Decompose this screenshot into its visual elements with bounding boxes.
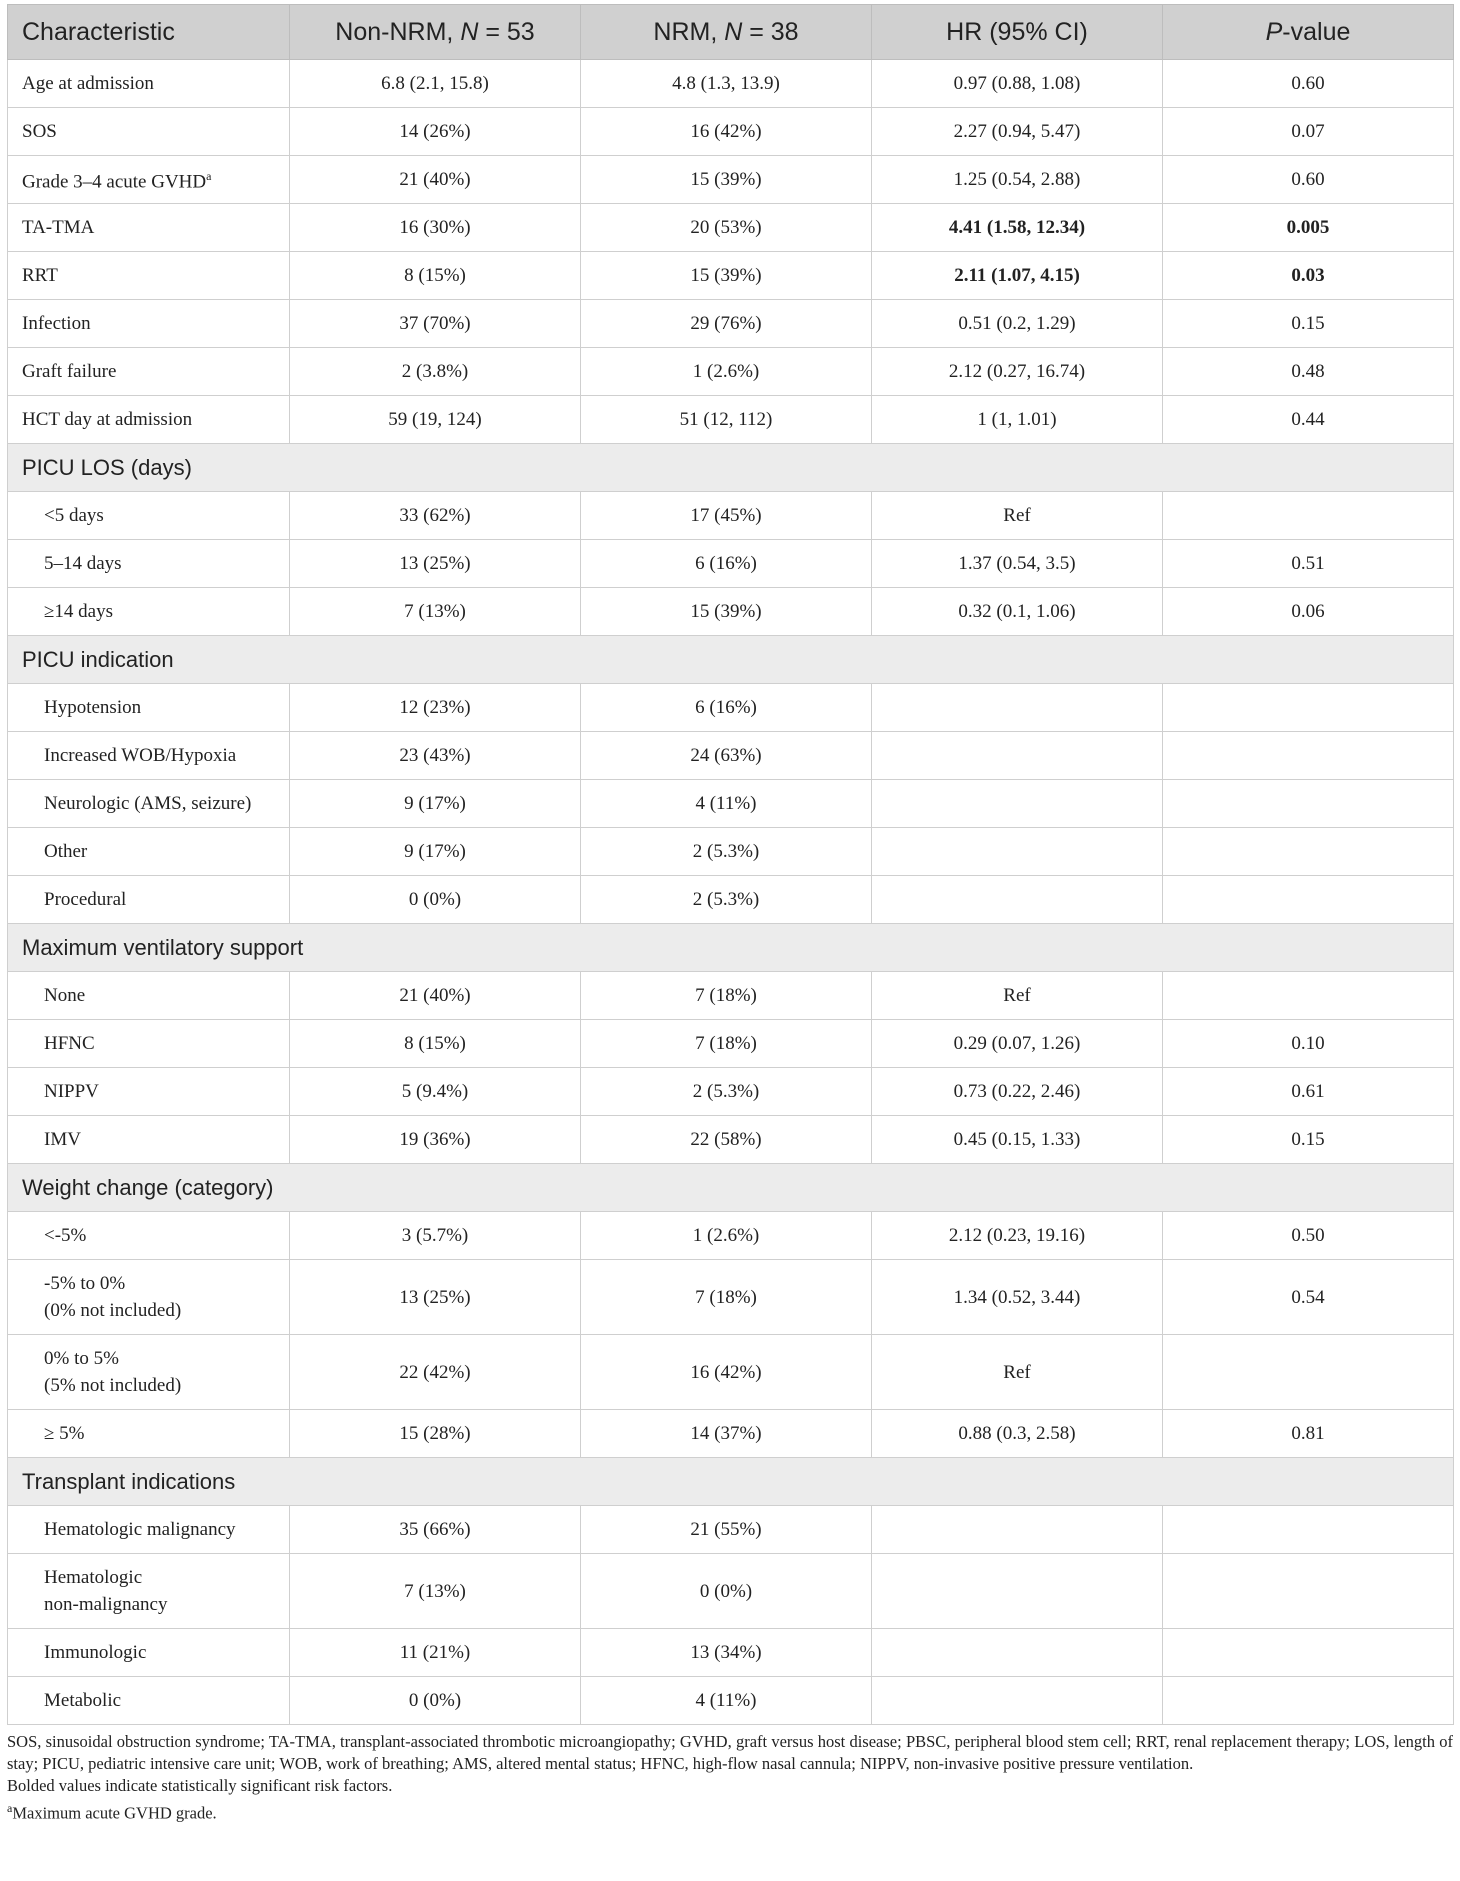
cell-p-value: 0.44 bbox=[1163, 396, 1454, 444]
cell-p-value: 0.15 bbox=[1163, 300, 1454, 348]
table-row bbox=[8, 588, 1454, 636]
cell-non-nrm: 13 (25%) bbox=[290, 1260, 581, 1335]
row-label: Hematologic non-malignancy bbox=[8, 1554, 290, 1629]
cell-hr bbox=[872, 780, 1163, 828]
row-label: RRT bbox=[8, 252, 290, 300]
table-row bbox=[8, 828, 1454, 876]
row-label: Neurologic (AMS, seizure) bbox=[8, 780, 290, 828]
row-label: TA-TMA bbox=[8, 204, 290, 252]
cell-p-value: 0.005 bbox=[1163, 204, 1454, 252]
footnotes bbox=[7, 1731, 1453, 1825]
table-row bbox=[8, 348, 1454, 396]
row-label: Graft failure bbox=[8, 348, 290, 396]
table-row bbox=[8, 1629, 1454, 1677]
cell-p-value bbox=[1163, 1629, 1454, 1677]
table-body bbox=[8, 60, 1454, 1725]
cell-hr: 0.32 (0.1, 1.06) bbox=[872, 588, 1163, 636]
cell-nrm: 20 (53%) bbox=[581, 204, 872, 252]
row-label: None bbox=[8, 972, 290, 1020]
row-label: <-5% bbox=[8, 1212, 290, 1260]
table-row bbox=[8, 1335, 1454, 1410]
cell-hr: 1 (1, 1.01) bbox=[872, 396, 1163, 444]
section-heading: Transplant indications bbox=[8, 1458, 1454, 1506]
table-row bbox=[8, 1116, 1454, 1164]
cell-hr: 0.73 (0.22, 2.46) bbox=[872, 1068, 1163, 1116]
cell-non-nrm: 23 (43%) bbox=[290, 732, 581, 780]
cell-p-value: 0.54 bbox=[1163, 1260, 1454, 1335]
section-heading: Weight change (category) bbox=[8, 1164, 1454, 1212]
cell-hr: 1.37 (0.54, 3.5) bbox=[872, 540, 1163, 588]
row-label: Age at admission bbox=[8, 60, 290, 108]
cell-nrm: 15 (39%) bbox=[581, 588, 872, 636]
cell-nrm: 7 (18%) bbox=[581, 1020, 872, 1068]
cell-p-value: 0.60 bbox=[1163, 60, 1454, 108]
cell-non-nrm: 11 (21%) bbox=[290, 1629, 581, 1677]
header-hr: HR (95% CI) bbox=[872, 5, 1163, 60]
cell-nrm: 16 (42%) bbox=[581, 1335, 872, 1410]
cell-p-value bbox=[1163, 972, 1454, 1020]
row-label: Increased WOB/Hypoxia bbox=[8, 732, 290, 780]
cell-hr: 2.11 (1.07, 4.15) bbox=[872, 252, 1163, 300]
table-row bbox=[8, 972, 1454, 1020]
cell-non-nrm: 5 (9.4%) bbox=[290, 1068, 581, 1116]
table-row bbox=[8, 1260, 1454, 1335]
cell-hr bbox=[872, 876, 1163, 924]
table-row bbox=[8, 1020, 1454, 1068]
row-label: HFNC bbox=[8, 1020, 290, 1068]
row-label: IMV bbox=[8, 1116, 290, 1164]
section-row bbox=[8, 924, 1454, 972]
header-row bbox=[8, 5, 1454, 60]
cell-nrm: 14 (37%) bbox=[581, 1410, 872, 1458]
header-nrm: NRM, N = 38 bbox=[581, 5, 872, 60]
cell-p-value bbox=[1163, 1554, 1454, 1629]
cell-nrm: 22 (58%) bbox=[581, 1116, 872, 1164]
cell-p-value bbox=[1163, 828, 1454, 876]
table-row bbox=[8, 1068, 1454, 1116]
section-row bbox=[8, 1458, 1454, 1506]
cell-non-nrm: 0 (0%) bbox=[290, 1677, 581, 1725]
cell-p-value bbox=[1163, 684, 1454, 732]
cell-nrm: 4 (11%) bbox=[581, 780, 872, 828]
cell-nrm: 2 (5.3%) bbox=[581, 876, 872, 924]
cell-non-nrm: 16 (30%) bbox=[290, 204, 581, 252]
cell-nrm: 1 (2.6%) bbox=[581, 348, 872, 396]
abbreviations-note: SOS, sinusoidal obstruction syndrome; TA-TMA, transplant-associated thrombotic microangiopathy; GVHD, graft versus host disease; PBSC, peripheral blood stem cell; RRT, renal replacement therapy; LOS, length of stay; PICU, pediatric intensive care unit; WOB, work of breathing; AMS, altered mental status; HFNC, high-flow nasal cannula; NIPPV, non-invasive positive pressure ventilation. bbox=[7, 1732, 1453, 1773]
cell-hr: 2.27 (0.94, 5.47) bbox=[872, 108, 1163, 156]
row-label: Other bbox=[8, 828, 290, 876]
cell-non-nrm: 12 (23%) bbox=[290, 684, 581, 732]
row-label: SOS bbox=[8, 108, 290, 156]
cell-non-nrm: 0 (0%) bbox=[290, 876, 581, 924]
table-container bbox=[7, 4, 1453, 1825]
cell-p-value: 0.50 bbox=[1163, 1212, 1454, 1260]
row-label: Procedural bbox=[8, 876, 290, 924]
cell-non-nrm: 2 (3.8%) bbox=[290, 348, 581, 396]
cell-nrm: 21 (55%) bbox=[581, 1506, 872, 1554]
cell-non-nrm: 6.8 (2.1, 15.8) bbox=[290, 60, 581, 108]
header-p-value: P-value bbox=[1163, 5, 1454, 60]
table-row bbox=[8, 1506, 1454, 1554]
cell-p-value bbox=[1163, 1506, 1454, 1554]
row-label: Metabolic bbox=[8, 1677, 290, 1725]
cell-nrm: 15 (39%) bbox=[581, 156, 872, 204]
header-characteristic: Characteristic bbox=[8, 5, 290, 60]
cell-hr: 1.34 (0.52, 3.44) bbox=[872, 1260, 1163, 1335]
cell-non-nrm: 7 (13%) bbox=[290, 588, 581, 636]
row-label: -5% to 0% (0% not included) bbox=[8, 1260, 290, 1335]
table-row bbox=[8, 540, 1454, 588]
table-row bbox=[8, 1554, 1454, 1629]
cell-non-nrm: 21 (40%) bbox=[290, 156, 581, 204]
cell-nrm: 51 (12, 112) bbox=[581, 396, 872, 444]
cell-non-nrm: 7 (13%) bbox=[290, 1554, 581, 1629]
cell-non-nrm: 35 (66%) bbox=[290, 1506, 581, 1554]
cell-p-value: 0.61 bbox=[1163, 1068, 1454, 1116]
cell-p-value: 0.60 bbox=[1163, 156, 1454, 204]
table-row bbox=[8, 1212, 1454, 1260]
cell-hr bbox=[872, 1554, 1163, 1629]
cell-non-nrm: 3 (5.7%) bbox=[290, 1212, 581, 1260]
cell-p-value bbox=[1163, 780, 1454, 828]
row-label: <5 days bbox=[8, 492, 290, 540]
cell-non-nrm: 59 (19, 124) bbox=[290, 396, 581, 444]
bold-note: Bolded values indicate statistically significant risk factors. bbox=[7, 1776, 393, 1795]
cell-hr: Ref bbox=[872, 492, 1163, 540]
cell-nrm: 24 (63%) bbox=[581, 732, 872, 780]
cell-hr: 0.97 (0.88, 1.08) bbox=[872, 60, 1163, 108]
cell-hr: 1.25 (0.54, 2.88) bbox=[872, 156, 1163, 204]
cell-nrm: 0 (0%) bbox=[581, 1554, 872, 1629]
cell-p-value: 0.15 bbox=[1163, 1116, 1454, 1164]
cell-hr bbox=[872, 1677, 1163, 1725]
table-row bbox=[8, 204, 1454, 252]
table-row bbox=[8, 492, 1454, 540]
row-label: HCT day at admission bbox=[8, 396, 290, 444]
cell-nrm: 2 (5.3%) bbox=[581, 1068, 872, 1116]
cell-hr bbox=[872, 1629, 1163, 1677]
row-label: ≥ 5% bbox=[8, 1410, 290, 1458]
section-heading: Maximum ventilatory support bbox=[8, 924, 1454, 972]
cell-nrm: 13 (34%) bbox=[581, 1629, 872, 1677]
cell-p-value bbox=[1163, 1335, 1454, 1410]
header-non-nrm: Non-NRM, N = 53 bbox=[290, 5, 581, 60]
cell-nrm: 29 (76%) bbox=[581, 300, 872, 348]
cell-hr bbox=[872, 1506, 1163, 1554]
table-row bbox=[8, 1677, 1454, 1725]
cell-hr: 0.29 (0.07, 1.26) bbox=[872, 1020, 1163, 1068]
results-table bbox=[7, 4, 1454, 1725]
row-label: NIPPV bbox=[8, 1068, 290, 1116]
cell-p-value: 0.81 bbox=[1163, 1410, 1454, 1458]
cell-non-nrm: 33 (62%) bbox=[290, 492, 581, 540]
cell-hr: 4.41 (1.58, 12.34) bbox=[872, 204, 1163, 252]
row-label: ≥14 days bbox=[8, 588, 290, 636]
row-label: Grade 3–4 acute GVHD$^a$ bbox=[8, 156, 290, 204]
cell-hr: 2.12 (0.23, 19.16) bbox=[872, 1212, 1163, 1260]
cell-hr bbox=[872, 732, 1163, 780]
cell-hr: 2.12 (0.27, 16.74) bbox=[872, 348, 1163, 396]
cell-non-nrm: 8 (15%) bbox=[290, 1020, 581, 1068]
cell-non-nrm: 19 (36%) bbox=[290, 1116, 581, 1164]
cell-p-value: 0.51 bbox=[1163, 540, 1454, 588]
section-row bbox=[8, 444, 1454, 492]
row-label: Immunologic bbox=[8, 1629, 290, 1677]
row-label: 5–14 days bbox=[8, 540, 290, 588]
cell-non-nrm: 14 (26%) bbox=[290, 108, 581, 156]
cell-non-nrm: 13 (25%) bbox=[290, 540, 581, 588]
section-row bbox=[8, 636, 1454, 684]
section-heading: PICU LOS (days) bbox=[8, 444, 1454, 492]
cell-non-nrm: 15 (28%) bbox=[290, 1410, 581, 1458]
cell-hr bbox=[872, 828, 1163, 876]
cell-non-nrm: 8 (15%) bbox=[290, 252, 581, 300]
cell-hr: 0.45 (0.15, 1.33) bbox=[872, 1116, 1163, 1164]
table-row bbox=[8, 60, 1454, 108]
cell-nrm: 2 (5.3%) bbox=[581, 828, 872, 876]
table-row bbox=[8, 732, 1454, 780]
cell-p-value bbox=[1163, 876, 1454, 924]
table-row bbox=[8, 396, 1454, 444]
cell-p-value: 0.48 bbox=[1163, 348, 1454, 396]
section-row bbox=[8, 1164, 1454, 1212]
cell-nrm: 7 (18%) bbox=[581, 1260, 872, 1335]
section-heading: PICU indication bbox=[8, 636, 1454, 684]
cell-p-value: 0.06 bbox=[1163, 588, 1454, 636]
cell-hr bbox=[872, 684, 1163, 732]
table-row bbox=[8, 684, 1454, 732]
cell-nrm: 1 (2.6%) bbox=[581, 1212, 872, 1260]
cell-hr: 0.88 (0.3, 2.58) bbox=[872, 1410, 1163, 1458]
cell-p-value: 0.07 bbox=[1163, 108, 1454, 156]
cell-nrm: 7 (18%) bbox=[581, 972, 872, 1020]
cell-nrm: 6 (16%) bbox=[581, 684, 872, 732]
table-row bbox=[8, 1410, 1454, 1458]
table-row bbox=[8, 156, 1454, 204]
cell-nrm: 6 (16%) bbox=[581, 540, 872, 588]
cell-p-value bbox=[1163, 1677, 1454, 1725]
cell-p-value: 0.10 bbox=[1163, 1020, 1454, 1068]
row-label: 0% to 5% (5% not included) bbox=[8, 1335, 290, 1410]
cell-p-value: 0.03 bbox=[1163, 252, 1454, 300]
cell-nrm: 17 (45%) bbox=[581, 492, 872, 540]
cell-p-value bbox=[1163, 492, 1454, 540]
cell-non-nrm: 37 (70%) bbox=[290, 300, 581, 348]
cell-non-nrm: 9 (17%) bbox=[290, 828, 581, 876]
cell-nrm: 16 (42%) bbox=[581, 108, 872, 156]
cell-non-nrm: 9 (17%) bbox=[290, 780, 581, 828]
cell-hr: 0.51 (0.2, 1.29) bbox=[872, 300, 1163, 348]
cell-p-value bbox=[1163, 732, 1454, 780]
cell-hr: Ref bbox=[872, 972, 1163, 1020]
table-row bbox=[8, 300, 1454, 348]
cell-hr: Ref bbox=[872, 1335, 1163, 1410]
table-row bbox=[8, 876, 1454, 924]
cell-nrm: 4.8 (1.3, 13.9) bbox=[581, 60, 872, 108]
table-row bbox=[8, 252, 1454, 300]
table-row bbox=[8, 780, 1454, 828]
table-row bbox=[8, 108, 1454, 156]
row-label: Hypotension bbox=[8, 684, 290, 732]
cell-non-nrm: 21 (40%) bbox=[290, 972, 581, 1020]
cell-non-nrm: 22 (42%) bbox=[290, 1335, 581, 1410]
cell-nrm: 15 (39%) bbox=[581, 252, 872, 300]
superscript-note: $^a$Maximum acute GVHD grade. bbox=[7, 1801, 217, 1823]
row-label: Infection bbox=[8, 300, 290, 348]
cell-nrm: 4 (11%) bbox=[581, 1677, 872, 1725]
row-label: Hematologic malignancy bbox=[8, 1506, 290, 1554]
